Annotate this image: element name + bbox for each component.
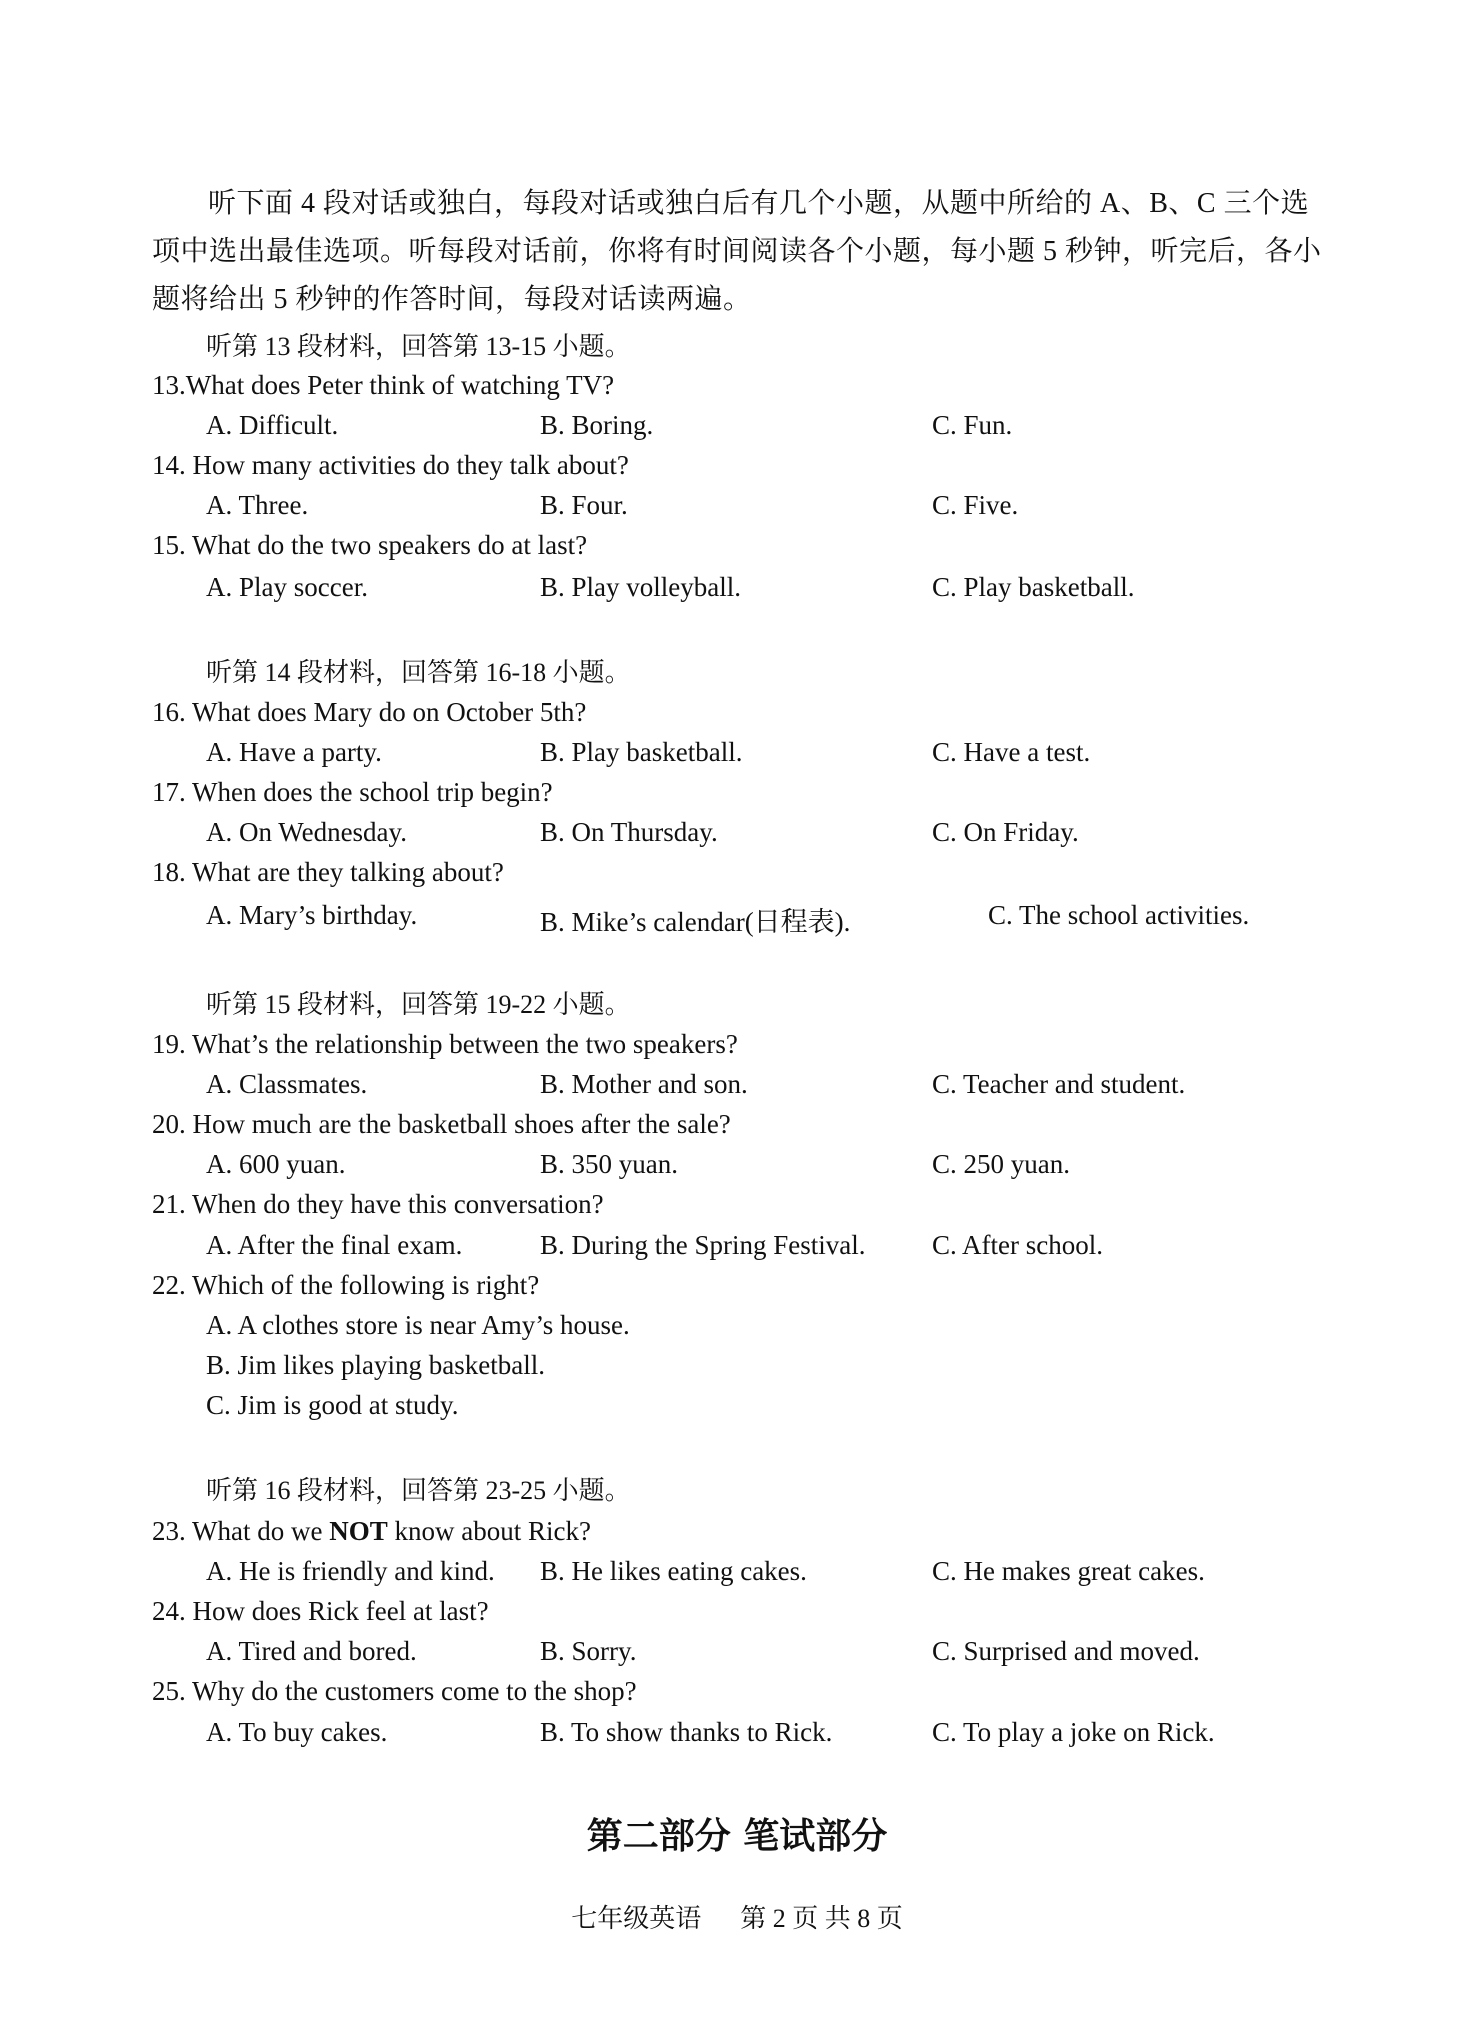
q22-option-a: A. A clothes store is near Amy’s house. [206, 1310, 630, 1340]
q20-option-c: C. 250 yuan. [932, 1149, 1070, 1179]
q19-option-b: B. Mother and son. [540, 1069, 748, 1099]
q17-option-c: C. On Friday. [932, 817, 1079, 847]
q24-option-a: A. Tired and bored. [206, 1636, 417, 1666]
part-two-title: 第二部分 笔试部分 [586, 1816, 888, 1857]
q16-option-b: B. Play basketball. [540, 737, 743, 767]
section-heading-14: 听第 14 段材料，回答第 16-18 小题。 [206, 658, 631, 687]
instructions-text: 听下面 4 段对话或独白，每段对话或独白后有几个小题，从题中所给的 A、B、C 三个选项中选出最佳选项。听每段对话前，你将有时间阅读各个小题，每小题 5 秒钟，听完后，各小题将给出 5 秒钟的作答时间，每段对话读两遍。 [152, 188, 1322, 315]
question-17: 17. When does the school trip begin? [152, 777, 553, 807]
question-18: 18. What are they talking about? [152, 857, 504, 887]
q22-option-c: C. Jim is good at study. [206, 1390, 459, 1420]
q24-option-c: C. Surprised and moved. [932, 1636, 1200, 1666]
q20-option-b: B. 350 yuan. [540, 1149, 678, 1179]
question-22: 22. Which of the following is right? [152, 1270, 540, 1300]
q25-option-c: C. To play a joke on Rick. [932, 1717, 1215, 1747]
q23-option-b: B. He likes eating cakes. [540, 1556, 807, 1586]
instructions [152, 180, 1332, 324]
q15-option-b: B. Play volleyball. [540, 572, 741, 602]
question-20: 20. How much are the basketball shoes after the sale? [152, 1109, 731, 1139]
q21-option-a: A. After the final exam. [206, 1230, 463, 1260]
q16-option-c: C. Have a test. [932, 737, 1091, 767]
q22-option-b: B. Jim likes playing basketball. [206, 1350, 545, 1380]
question-13: 13.What does Peter think of watching TV? [152, 370, 615, 400]
q25-option-b: B. To show thanks to Rick. [540, 1717, 833, 1747]
question-15: 15. What do the two speakers do at last? [152, 530, 588, 560]
q21-option-b: B. During the Spring Festival. [540, 1230, 866, 1260]
q18-option-c: C. The school activities. [988, 900, 1250, 930]
q24-option-b: B. Sorry. [540, 1636, 637, 1666]
question-23 [152, 1516, 591, 1547]
question-23-post: know about Rick? [387, 1516, 591, 1546]
q15-option-a: A. Play soccer. [206, 572, 368, 602]
question-14: 14. How many activities do they talk about? [152, 450, 629, 480]
section-heading-16: 听第 16 段材料，回答第 23-25 小题。 [206, 1476, 631, 1505]
q19-option-c: C. Teacher and student. [932, 1069, 1186, 1099]
question-19: 19. What’s the relationship between the two speakers? [152, 1029, 738, 1059]
question-25: 25. Why do the customers come to the shop? [152, 1676, 637, 1706]
q13-option-c: C. Fun. [932, 410, 1013, 440]
q14-option-a: A. Three. [206, 490, 309, 520]
question-24: 24. How does Rick feel at last? [152, 1596, 489, 1626]
q17-option-b: B. On Thursday. [540, 817, 718, 847]
q23-option-c: C. He makes great cakes. [932, 1556, 1205, 1586]
page-footer: 七年级英语 第 2 页 共 8 页 [571, 1904, 903, 1933]
q18-option-a: A. Mary’s birthday. [206, 900, 418, 930]
q14-option-b: B. Four. [540, 490, 628, 520]
q17-option-a: A. On Wednesday. [206, 817, 408, 847]
q23-option-a: A. He is friendly and kind. [206, 1556, 495, 1586]
q13-option-a: A. Difficult. [206, 410, 339, 440]
question-21: 21. When do they have this conversation? [152, 1189, 604, 1219]
q20-option-a: A. 600 yuan. [206, 1149, 346, 1179]
q16-option-a: A. Have a party. [206, 737, 382, 767]
q18-option-b: B. Mike’s calendar(日程表). [540, 907, 851, 937]
q13-option-b: B. Boring. [540, 410, 654, 440]
section-heading-15: 听第 15 段材料，回答第 19-22 小题。 [206, 990, 631, 1019]
q25-option-a: A. To buy cakes. [206, 1717, 388, 1747]
q15-option-c: C. Play basketball. [932, 572, 1135, 602]
question-23-pre: 23. What do we [152, 1516, 330, 1546]
section-heading-13: 听第 13 段材料，回答第 13-15 小题。 [206, 332, 631, 361]
q21-option-c: C. After school. [932, 1230, 1103, 1260]
q19-option-a: A. Classmates. [206, 1069, 368, 1099]
question-16: 16. What does Mary do on October 5th? [152, 697, 587, 727]
question-23-emphasis: NOT [329, 1516, 388, 1546]
q14-option-c: C. Five. [932, 490, 1019, 520]
